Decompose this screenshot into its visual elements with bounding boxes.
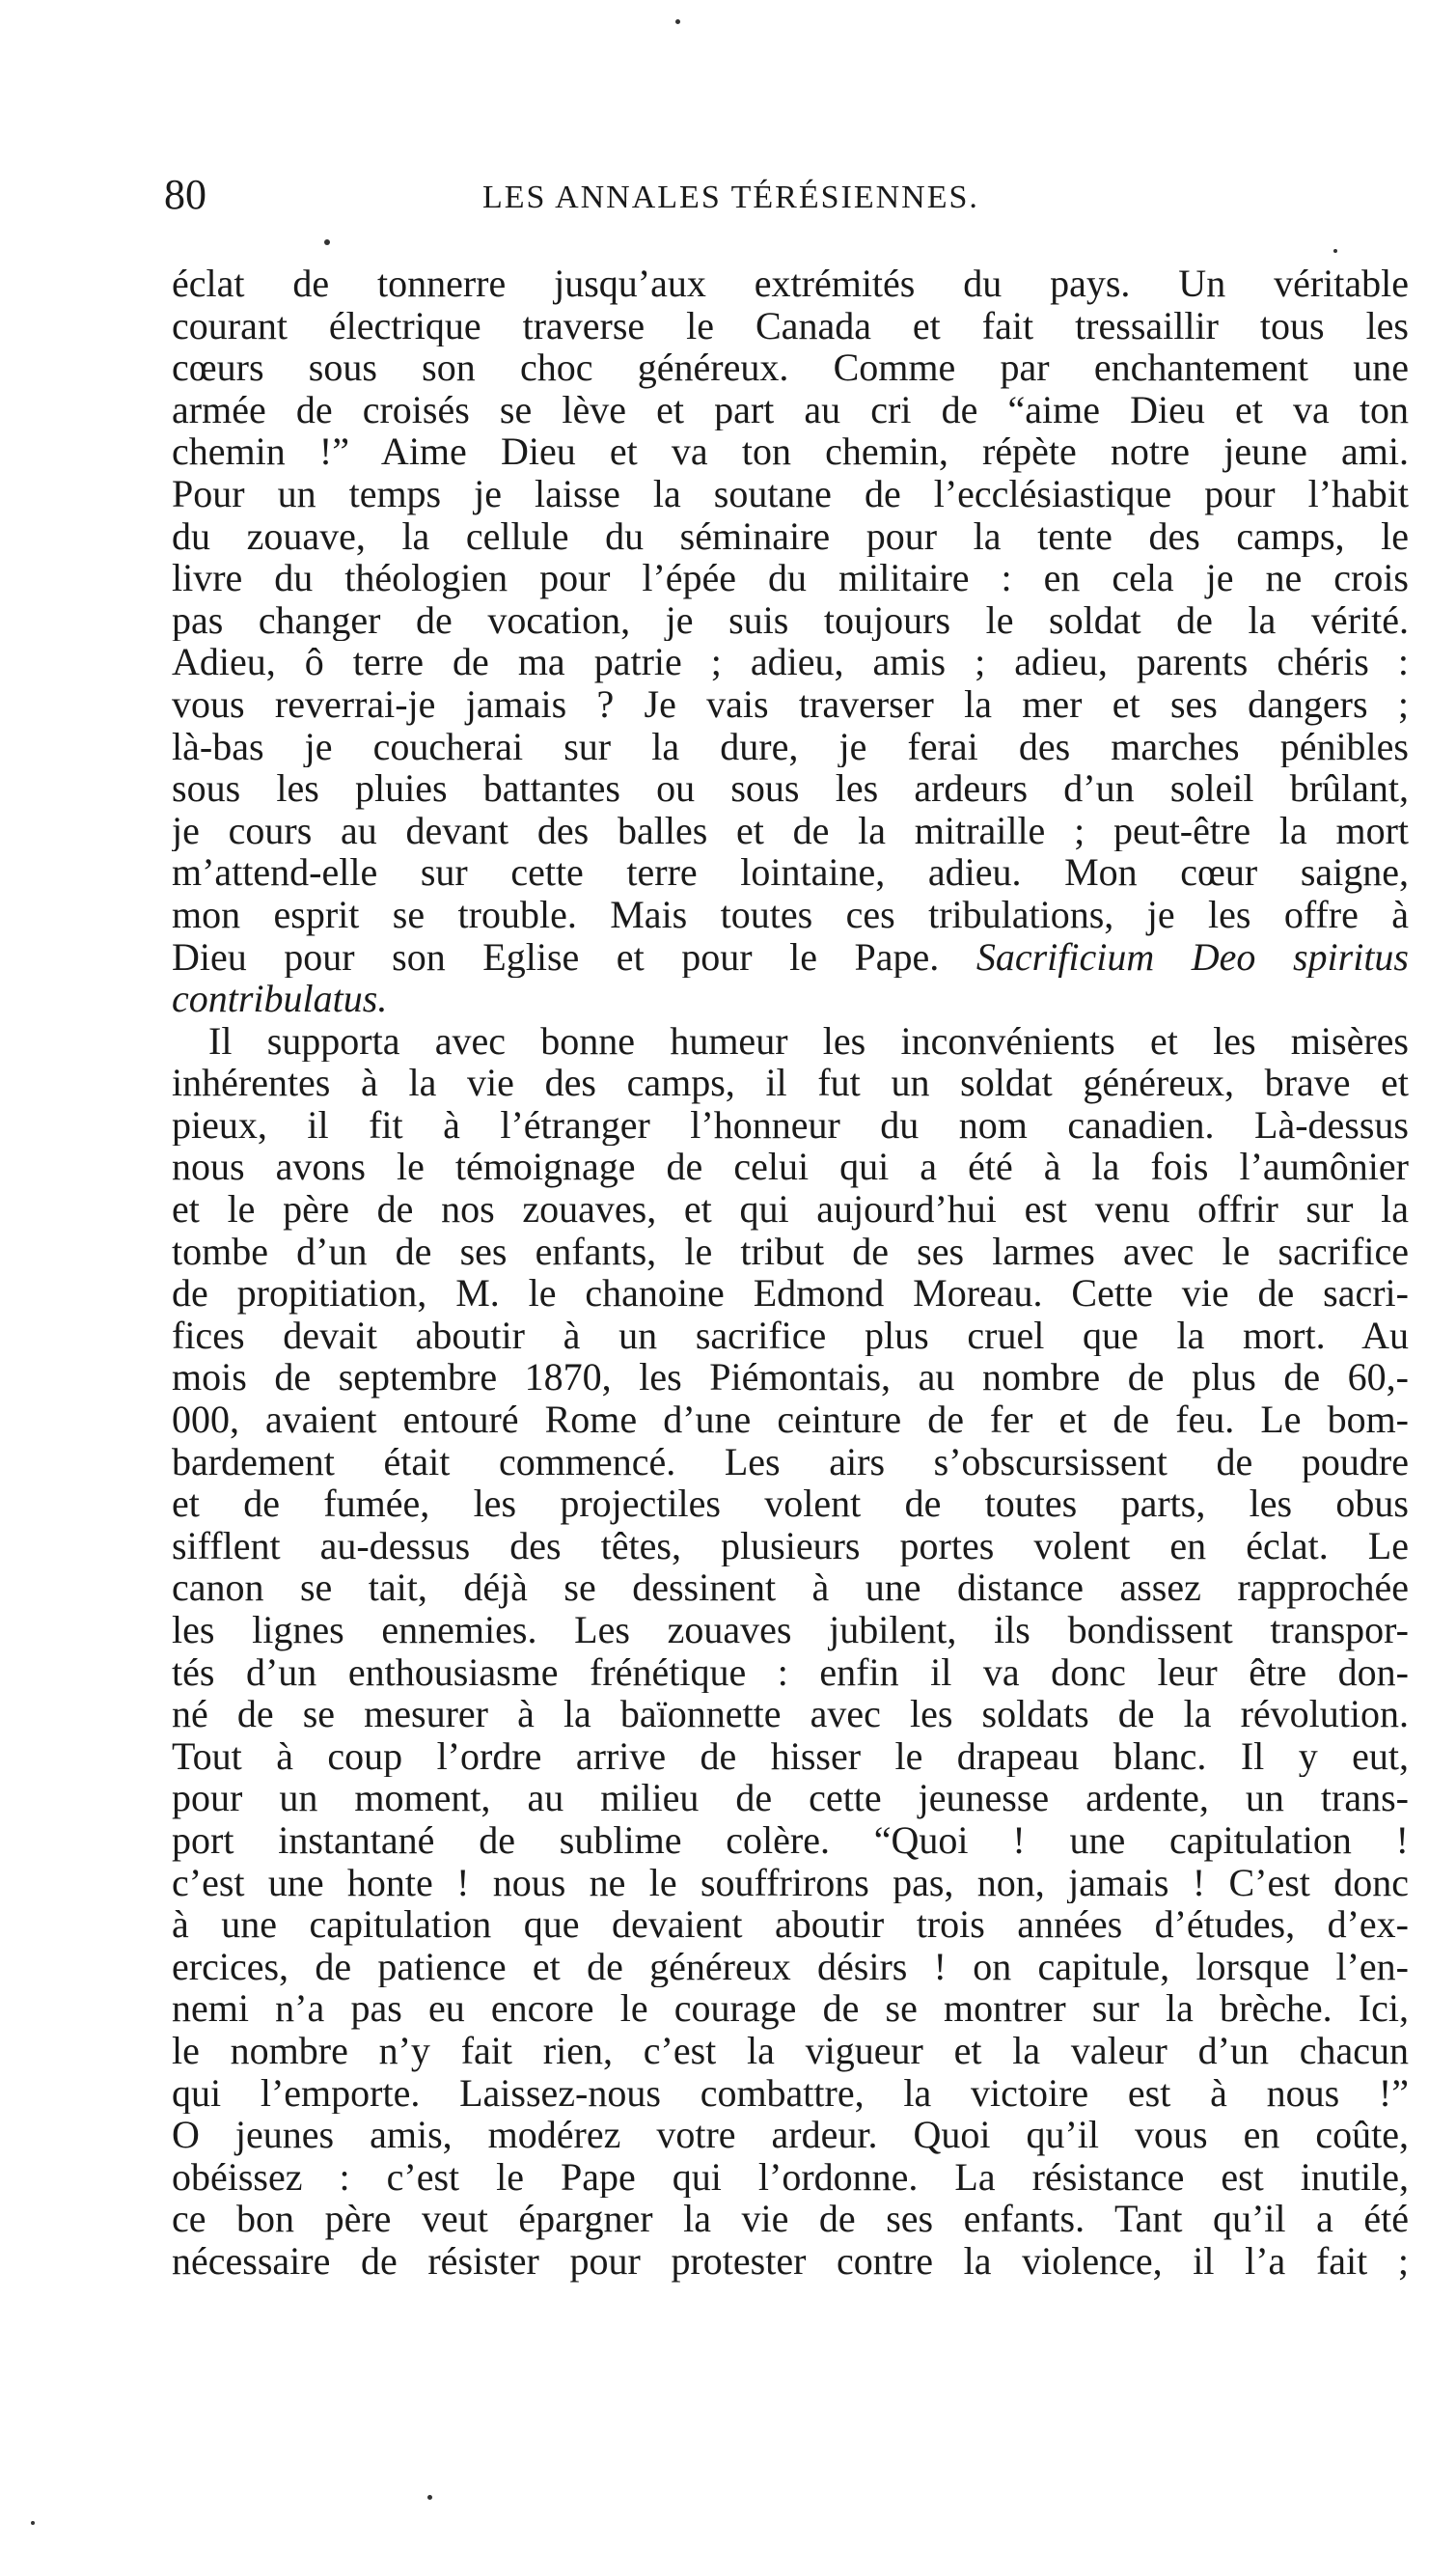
text-line: et de fumée, les projectiles volent de toutes parts, les obus [172, 1482, 1409, 1525]
text-line: obéissez : c’est le Pape qui l’ordonne. La résistance est inutile, [172, 2155, 1409, 2199]
text-line [172, 978, 1409, 1020]
text-line: né de se mesurer à la baïonnette avec les soldats de la révolution. [172, 1693, 1409, 1735]
text-line: tombe d’un de ses enfants, le tribut de ses larmes avec le sacrifice [172, 1230, 1409, 1273]
text-line: O jeunes amis, modérez votre ardeur. Quoi qu’il vous en coûte, [172, 2114, 1409, 2156]
text-line: chemin !” Aime Dieu et va ton chemin, répète notre jeune ami. [172, 430, 1409, 473]
text-line: les lignes ennemies. Les zouaves jubilent, ils bondissent transpor- [172, 1609, 1409, 1651]
text-line: inhérentes à la vie des camps, il fut un soldat généreux, brave et [172, 1062, 1409, 1104]
text-line: bardement était commencé. Les airs s’obscursissent de poudre [172, 1440, 1409, 1483]
text-line: 000, avaient entouré Rome d’une ceinture de fer et de feu. Le bom- [172, 1399, 1409, 1441]
text-line: qui l’emporte. Laissez-nous combattre, la victoire est à nous !” [172, 2071, 1409, 2115]
ink-speck [427, 2495, 432, 2500]
text-line: canon se tait, déjà se dessinent à une distance assez rapprochée [172, 1566, 1409, 1609]
text-line: sous les pluies battantes ou sous les ardeurs d’un soleil brûlant, [172, 767, 1409, 810]
ink-speck [31, 2521, 35, 2525]
text-line: fices devait aboutir à un sacrifice plus cruel que la mort. Au [172, 1314, 1409, 1357]
text-line: pieux, il fit à l’étranger l’honneur du nom canadien. Là-dessus [172, 1103, 1409, 1147]
text-line: à une capitulation que devaient aboutir trois années d’études, d’ex- [172, 1903, 1409, 1946]
ink-speck [324, 239, 330, 245]
text-line-with-latin [172, 936, 1409, 979]
text-line: pour un moment, au milieu de cette jeunesse ardente, un trans- [172, 1777, 1409, 1819]
text-line: du zouave, la cellule du séminaire pour la tente des camps, le [172, 514, 1409, 558]
text-line: armée de croisés se lève et part au cri de “aime Dieu et va ton [172, 388, 1409, 431]
text-line: vous reverrai-je jamais ? Je vais traverser la mer et ses dangers ; [172, 682, 1409, 726]
body-text [172, 263, 1409, 2283]
text-line: nécessaire de résister pour protester contre la violence, il l’a fait ; [172, 2239, 1409, 2283]
text-line: Adieu, ô terre de ma patrie ; adieu, amis ; adieu, parents chéris : [172, 641, 1409, 683]
running-title: LES ANNALES TÉRÉSIENNES. [482, 180, 979, 215]
text-line: Tout à coup l’ordre arrive de hisser le drapeau blanc. Il y eut, [172, 1734, 1409, 1778]
text-line: pas changer de vocation, je suis toujours le soldat de la vérité. [172, 598, 1409, 642]
page-header [164, 170, 1409, 228]
text-line: courant électrique traverse le Canada et fait tressaillir tous les [172, 304, 1409, 347]
ink-speck [1333, 249, 1337, 253]
text-line: et le père de nos zouaves, et qui aujourd’hui est venu offrir sur la [172, 1188, 1409, 1231]
text-line: là-bas je coucherai sur la dure, je ferai des marches pénibles [172, 725, 1409, 768]
text-line: je cours au devant des balles et de la mitraille ; peut-être la mort [172, 809, 1409, 852]
latin-quote: Sacrificium Deo spiritus [975, 935, 1409, 979]
text-line: le nombre n’y fait rien, c’est la vigueur et la valeur d’un chacun [172, 2029, 1409, 2072]
latin-quote-end: contribulatus. [172, 978, 388, 1020]
text-line: c’est une honte ! nous ne le souffrirons pas, non, jamais ! C’est donc [172, 1861, 1409, 1904]
text-line: nous avons le témoignage de celui qui a été à la fois l’aumônier [172, 1146, 1409, 1189]
text-line: Il supporta avec bonne humeur les inconvénients et les misères [208, 1019, 1409, 1063]
ink-speck [675, 19, 680, 24]
text-line: m’attend-elle sur cette terre lointaine, adieu. Mon cœur saigne, [172, 851, 1409, 894]
text-line: sifflent au-dessus des têtes, plusieurs portes volent en éclat. Le [172, 1524, 1409, 1567]
text-line: mon esprit se trouble. Mais toutes ces tribulations, je les offre à [172, 893, 1409, 936]
text-line: ercices, de patience et de généreux désirs ! on capitule, lorsque l’en- [172, 1945, 1409, 1988]
text-line: nemi n’a pas eu encore le courage de se montrer sur la brèche. Ici, [172, 1987, 1409, 2030]
text-line: livre du théologien pour l’épée du militaire : en cela je ne crois [172, 557, 1409, 599]
text-line: tés d’un enthousiasme frénétique : enfin il va donc leur être don- [172, 1650, 1409, 1694]
text-line: ce bon père veut épargner la vie de ses enfants. Tant qu’il a été [172, 2198, 1409, 2240]
text-line: mois de septembre 1870, les Piémontais, au nombre de plus de 60,- [172, 1356, 1409, 1399]
page-number: 80 [164, 171, 206, 218]
text-fragment: Dieu pour son Eglise et pour le Pape. [172, 935, 940, 979]
text-line: port instantané de sublime colère. “Quoi ! une capitulation ! [172, 1818, 1409, 1862]
text-line: de propitiation, M. le chanoine Edmond Moreau. Cette vie de sacri- [172, 1272, 1409, 1315]
text-line: éclat de tonnerre jusqu’aux extrémités du pays. Un véritable [172, 263, 1409, 305]
text-line: cœurs sous son choc généreux. Comme par enchantement une [172, 346, 1409, 389]
text-line: Pour un temps je laisse la soutane de l’ecclésiastique pour l’habit [172, 472, 1409, 515]
